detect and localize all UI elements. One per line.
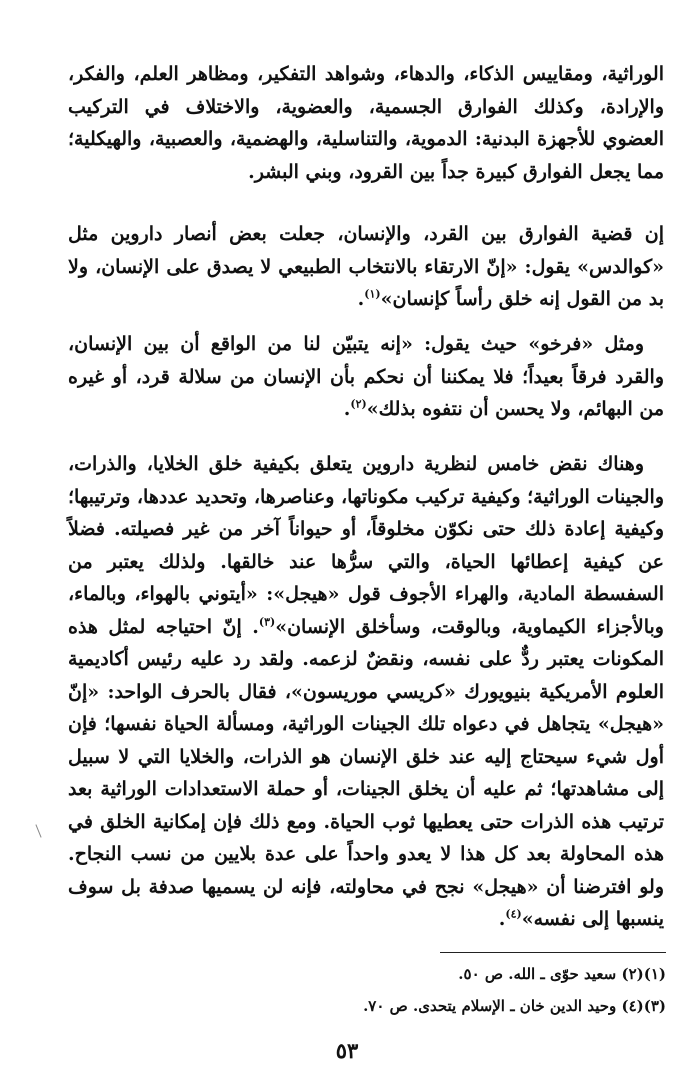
paragraph-end: . (343, 398, 351, 420)
body-paragraph-4 (68, 448, 664, 936)
footnote-2: (٣)(٤) وحيد الدين خان ـ الإسلام يتحدى. ص ٧٠. (363, 997, 666, 1015)
footnotes (100, 958, 666, 1022)
footnote-reference: (٣) (258, 615, 276, 629)
paragraph-end: . (357, 288, 365, 310)
paragraph-text: ومثل «فرخو» حيث يقول: «إنه يتبيّن لنا من الواقع أن بين الإنسان، والقرد فرقاً بعيداً؛ فلا يمكننا أن نحكم بأن الإنسان من سلالة قرد، أو غيره من البهائم، ولا يحسن أن نتفوه بذلك» (68, 333, 664, 420)
paragraph-text: وهناك نقض خامس لنظرية داروين يتعلق بكيفية خلق الخلايا، والذرات، والجينات الوراثية؛ وكيفية تركيب مكوناتها، وعناصرها، وتحديد عددها، وترتيبها؛ وكيفية إعادة ذلك حتى نكوّن مخلوقاً، أو حيواناً آخر من غير فصيلته. فضلاً عن كيفية إعطائها الحياة، والتي سرُّها عند خالقها. ولذلك يعتبر من السفسطة المادية، والهراء الأجوف قول «هيجل»: «أيتوني بالهواء، وبالماء، وبالأجزاء الكيماوية، وبالوقت، وسأخلق الإنسان» (68, 453, 664, 638)
body-paragraph-3 (68, 328, 664, 426)
footnote-1: (١)(٢) سعيد حوّى ـ الله. ص ٥٠. (458, 965, 666, 983)
page-number: ٥٣ (335, 1038, 359, 1063)
body-paragraph-1 (68, 58, 664, 188)
paragraph-text-continued: . إنّ احتياجه لمثل هذه المكونات يعتبر ردٌّ على نفسه، ونقضٌ لزعمه. ولقد رد عليه رئيس أكاديمية العلوم الأمريكية بنيويورك «كريسي موريسون»، فقال بالحرف الواحد: «إنّ «هيجل» يتجاهل في دعواه تلك الجينات الوراثية، ومسألة الحياة نفسها؛ فإن أول شيء سيحتاج إليه عند خلق الإنسان هو الذرات، والخلايا التي لا سبيل إلى مشاهدتها؛ ثم عليه أن يخلق الجينات، أو حملة الاستعدادات الوراثية بعد ترتيب هذه الذرات حتى يعطيها ثوب الحياة. ومع ذلك فإن إمكانية الخلق في هذه المحاولة بعد كل هذا لا يعدو واحداً على عدة بلايين من نسب النجاح. ولو افترضنا أن «هيجل» نجح في محاولته، فإنه لن يسميها صدفة بل سوف ينسبها إلى نفسه» (68, 615, 664, 930)
footnote-reference: (٢) (350, 397, 367, 411)
footnote-reference: (٤) (505, 907, 522, 921)
paragraph-end: . (498, 908, 506, 930)
footnote-divider (440, 952, 666, 953)
scan-mark (35, 824, 41, 837)
paragraph-text: الوراثية، ومقاييس الذكاء، والدهاء، وشواهد التفكير، ومظاهر العلم، والفكر، والإرادة، وكذلك الفوارق الجسمية، والعضوية، والاختلاف في التركيب العضوي للأجهزة البدنية: الدموية، والتناسلية، والهضمية، والعصبية، والهيكلية؛ مما يجعل الفوارق كبيرة جداً بين القرود، وبني البشر. (68, 63, 664, 183)
footnote-reference: (١) (364, 287, 381, 301)
paragraph-text: إن قضية الفوارق بين القرد، والإنسان، جعلت بعض أنصار داروين مثل «كوالدس» يقول: «إنّ الارتقاء بالانتخاب الطبيعي لا يصدق على الإنسان، ولا بد من القول إنه خلق رأساً كإنسان» (68, 223, 664, 310)
body-paragraph-2 (68, 218, 664, 316)
